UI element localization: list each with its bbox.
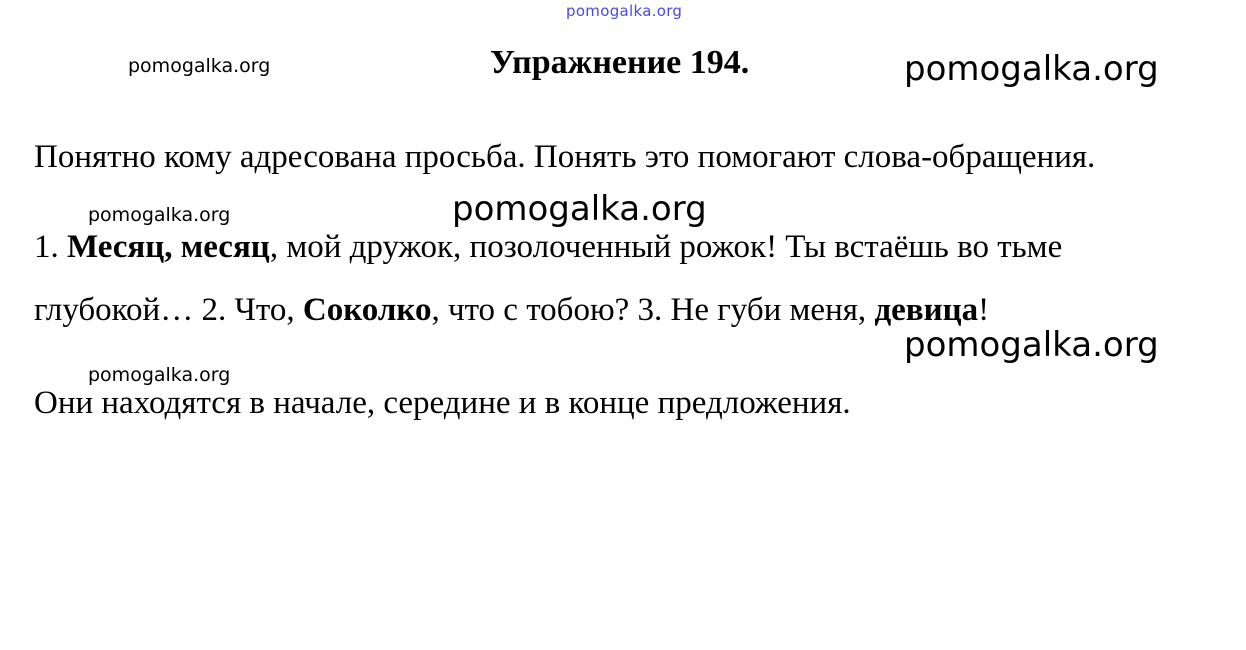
address-word-3: девица [874, 292, 979, 328]
paragraph-conclusion: Они находятся в начале, середине и в конце предложения. [34, 385, 851, 421]
watermark-top: pomogalka.org [566, 2, 683, 20]
watermark-right-lower: pomogalka.org [904, 325, 1159, 365]
examples-line-1 [34, 229, 1062, 266]
watermark-center-middle: pomogalka.org [452, 189, 707, 229]
address-word-2: Соколко [302, 292, 432, 328]
sentence-text-4: ! [978, 292, 990, 328]
sentence-text-2: глубокой… 2. Что, [34, 292, 303, 328]
sentence-text-3: , что с тобою? 3. Не губи меня, [431, 292, 875, 328]
exercise-title: Упражнение 194. [490, 44, 750, 81]
watermark-right-upper: pomogalka.org [904, 49, 1159, 89]
sentence-text-1: , мой дружок, позолоченный рожок! Ты встаёшь во тьме [269, 229, 1063, 265]
paragraph-intro: Понятно кому адресована просьба. Понять это помогают слова-обращения. [34, 139, 1096, 175]
watermark-left-upper: pomogalka.org [128, 55, 271, 77]
address-word-1: Месяц, месяц [67, 229, 270, 265]
sentence-number-1: 1. [34, 229, 67, 265]
watermark-left-lower: pomogalka.org [88, 364, 231, 386]
examples-line-2 [34, 292, 989, 329]
watermark-left-middle: pomogalka.org [88, 204, 231, 226]
